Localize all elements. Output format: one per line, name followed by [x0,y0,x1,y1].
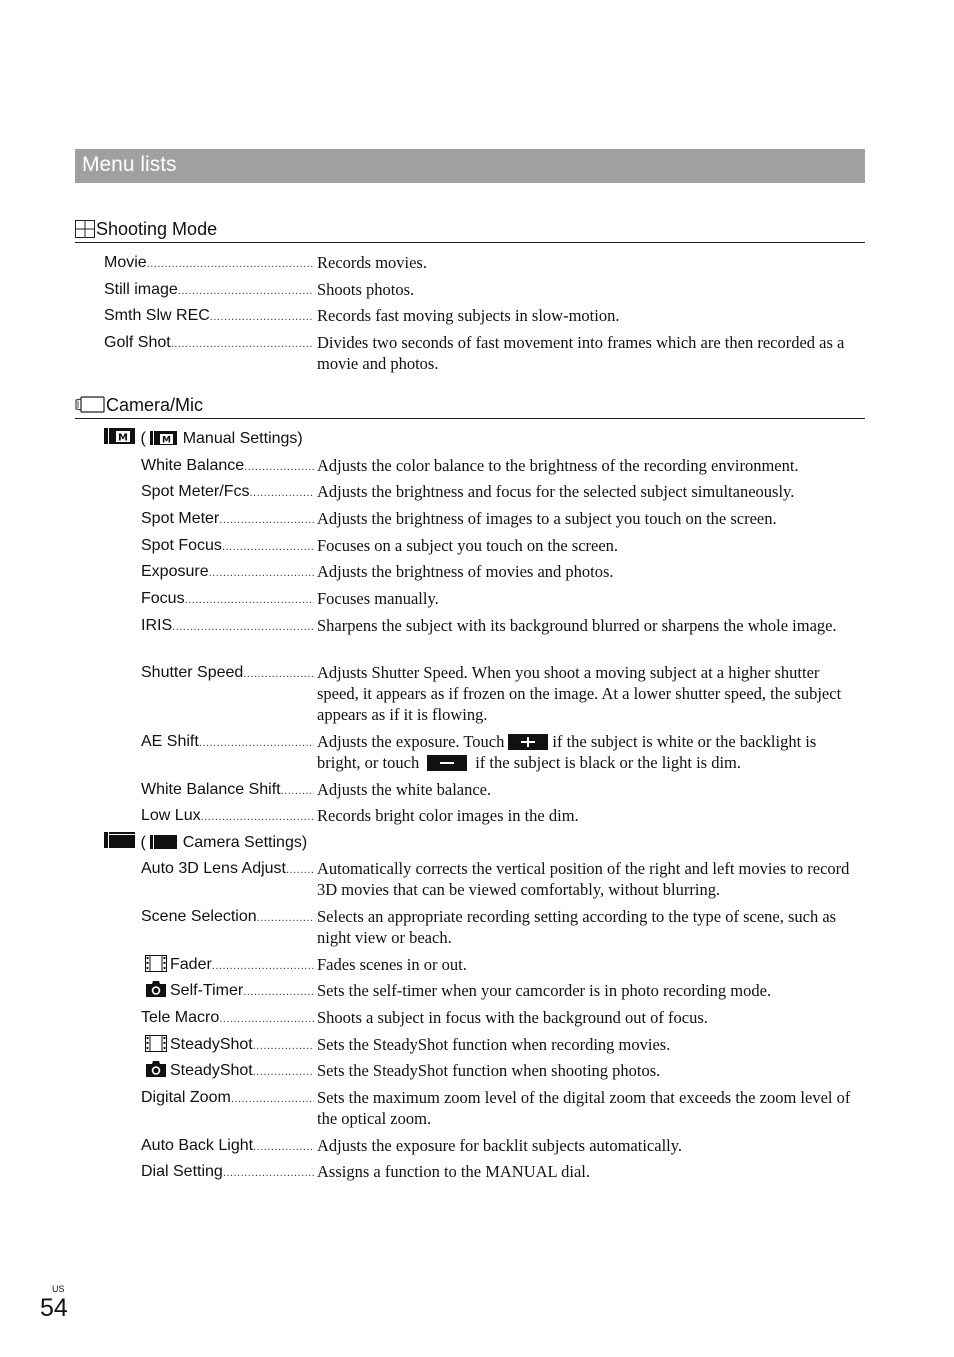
item-desc: Records movies. [317,253,427,272]
item-term: Dial Setting ..... [141,1161,314,1182]
subheader-camera-settings [104,831,307,853]
camera-icon [145,1060,167,1078]
section-title-shooting-mode: Shooting Mode [96,219,218,239]
item-desc: Divides two seconds of fast movement into frames which are then recorded as a movie and photos. [317,333,845,373]
item-term: IRIS ..... [141,615,314,636]
shooting-mode-icon [75,220,95,238]
term-text: Self-Timer [170,982,244,999]
item-term: White Balance Shift ..... [141,779,314,800]
svg-text:M: M [118,432,128,444]
item-desc: Adjusts the exposure for backlit subjects automatically. [317,1136,683,1155]
page-title-bar [75,149,865,183]
subheader-label: Manual Settings) [182,430,303,447]
item-desc: Adjusts the brightness and focus for the selected subject simultaneously. [317,482,795,501]
item-desc: Shoots a subject in focus with the background out of focus. [317,1008,708,1027]
item-desc: Adjusts the brightness of movies and photos. [317,562,614,581]
item-term: Still image ..... [104,279,314,300]
manual-camera-icon [104,427,136,447]
item-desc: Focuses on a subject you touch on the screen. [317,536,619,555]
item-desc: Sets the maximum zoom level of the digital zoom that exceeds the zoom level of the optical zoom. [317,1088,851,1128]
desc-part: Adjusts the exposure. Touch [317,732,505,751]
manual-camera-icon-small [150,429,178,447]
item-term [145,1060,314,1081]
item-term: Spot Meter/Fcs ..... [141,481,314,502]
item-desc: Sets the SteadyShot function when recording movies. [317,1035,671,1054]
item-term: Shutter Speed ..... [141,662,314,683]
camera-mic-icon [75,396,105,414]
item-term: Movie ..... [104,252,314,273]
open-paren: ( [140,834,146,851]
item-term: Focus ..... [141,588,314,609]
item-desc: Fades scenes in or out. [317,955,467,974]
item-desc [317,731,862,773]
item-desc: Shoots photos. [317,280,415,299]
item-term: Smth Slw REC ..... [104,305,314,326]
term-text: SteadyShot [170,1036,253,1053]
item-desc: Sets the SteadyShot function when shooting photos. [317,1061,661,1080]
camera-settings-icon [104,831,136,851]
item-term: Auto 3D Lens Adjust ..... [141,858,314,879]
item-term: AE Shift ..... [141,731,314,752]
item-desc: Adjusts the color balance to the brightness of the recording environment. [317,456,799,475]
term-text: Fader [170,956,212,973]
item-term: Exposure ..... [141,561,314,582]
open-paren: ( [140,430,146,447]
subheader-manual-settings [104,427,303,449]
desc-part: if the subject is black or the light is dim. [475,753,741,772]
desc-part: if the subject is white or the backlight is bright, or touch [317,732,817,772]
term-text: SteadyShot [170,1062,253,1079]
item-desc: Assigns a function to the MANUAL dial. [317,1162,590,1181]
item-term: Golf Shot ..... [104,332,314,353]
item-desc: Adjusts Shutter Speed. When you shoot a moving subject at a higher shutter speed, it appears as if frozen on the image. At a lower shutter speed, the subject appears as if it is flowing. [317,663,842,724]
item-desc: Automatically corrects the vertical position of the right and left movies to record 3D movies that can be viewed comfortably, without blurring. [317,859,850,899]
film-icon [145,955,167,972]
item-term: Scene Selection ..... [141,906,314,927]
svg-text:M: M [162,435,172,446]
item-term: Spot Meter ..... [141,508,314,529]
item-desc: Focuses manually. [317,589,439,608]
item-desc: Records fast moving subjects in slow-motion. [317,306,620,325]
page-number: 54 [40,1294,68,1322]
item-term: White Balance ..... [141,455,314,476]
item-term: Auto Back Light ..... [141,1135,314,1156]
page-language: US [52,1284,65,1294]
section-header-camera-mic [75,394,865,419]
page-title: Menu lists [82,153,177,176]
minus-button-icon [427,755,467,771]
item-desc: Adjusts the white balance. [317,780,492,799]
item-desc: Selects an appropriate recording setting according to the type of scene, such as night view or beach. [317,907,837,947]
item-desc: Adjusts the brightness of images to a subject you touch on the screen. [317,509,777,528]
item-term: Spot Focus ..... [141,535,314,556]
item-desc: Sets the self-timer when your camcorder is in photo recording mode. [317,981,772,1000]
item-desc: Records bright color images in the dim. [317,806,579,825]
item-term [145,954,314,975]
item-term: Tele Macro ..... [141,1007,314,1028]
item-desc: Sharpens the subject with its background blurred or sharpens the whole image. [317,616,837,635]
section-header-shooting-mode [75,218,865,243]
item-term [145,1034,314,1055]
plus-button-icon [508,734,548,750]
film-icon [145,1035,167,1052]
item-term: Digital Zoom ..... [141,1087,314,1108]
camera-settings-icon-small [150,833,178,851]
subheader-label: Camera Settings) [182,834,308,851]
section-title-camera-mic: Camera/Mic [106,395,204,415]
camera-icon [145,980,167,998]
item-term: Low Lux ..... [141,805,314,826]
item-term [145,980,314,1001]
